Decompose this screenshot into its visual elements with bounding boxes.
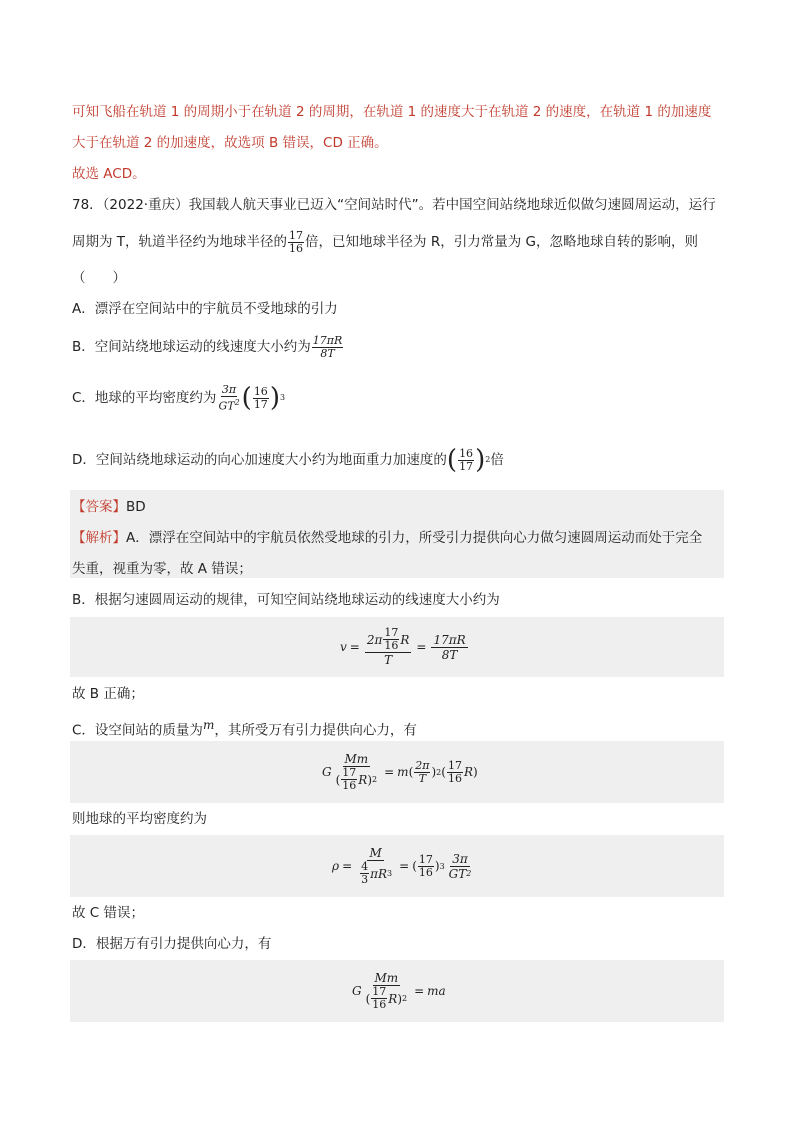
question-text-2b: 倍，已知地球半径为 R，引力常量为 G，忽略地球自转的影响，则 — [305, 234, 698, 250]
ratio-fraction: $\frac{17}{16}$ — [289, 228, 304, 255]
formula-velocity: v = 2π $\frac{17}{16}$ R T = $\frac{17\pi R}{8T}$ — [340, 626, 466, 667]
analysis-b-conclusion: 故 B 正确； — [72, 686, 144, 702]
question-text-1: 我国载人航天事业已迈入“空间站时代”。若中国空间站绕地球近似做匀速圆周运动，运行 — [188, 197, 716, 213]
answer-line — [72, 497, 146, 517]
analysis-c-conclusion: 故 C 错误； — [72, 905, 145, 921]
question-number: 78．（2022·重庆） — [72, 197, 189, 213]
option-b-fraction: $\frac{17\pi R}{8T}$ — [312, 333, 343, 360]
question-text-2a: 周期为 T，轨道半径约为地球半径的 — [72, 234, 288, 250]
prev-answer-line-1: 可知飞船在轨道 1 的周期小于在轨道 2 的周期，在轨道 1 的速度大于在轨道 2 的速度，在轨道 1 的加速度 — [72, 104, 712, 120]
answer-label: 【答案】 — [72, 499, 126, 515]
analysis-c-line-2: 则地球的平均密度约为 — [72, 811, 207, 827]
question-line-2 — [72, 226, 698, 258]
analysis-b-line-1: B．根据匀速圆周运动的规律，可知空间站绕地球运动的线速度大小约为 — [72, 592, 500, 608]
formula-gravitation-c: G Mm ( $\frac{17}{16}$ R ) 2 = m ( $\frac{2\pi}{T}$ ) 2 ( $\frac{17}{16}$ R ) — [322, 752, 478, 792]
analysis-d-line-1: D．根据万有引力提供向心力，有 — [72, 936, 272, 952]
option-d: D．空间站绕地球运动的向心加速度大小约为地面重力加速度的 ( $\frac{16}{17}$ ) 2 倍 — [72, 440, 504, 480]
prev-answer-line-2: 大于在轨道 2 的加速度，故选项 B 错误，CD 正确。 — [72, 135, 388, 151]
analysis-c-line-1: C．设空间站的质量为m，其所受万有引力提供向心力，有 — [72, 718, 417, 739]
formula-gravitation-d: G Mm ( $\frac{17}{16}$ R ) 2 = ma — [352, 971, 446, 1011]
answer-value: BD — [126, 499, 146, 515]
option-a: A．漂浮在空间站中的宇航员不受地球的引力 — [72, 301, 338, 317]
option-c-paren: ( $\frac{16}{17}$ ) 3 — [241, 383, 286, 413]
question-line-1 — [72, 195, 716, 215]
answer-blank: （ ） — [72, 270, 126, 286]
formula-density: ρ = M $\frac{4}{3}$ πR 3 = ( $\frac{17}{16}$ ) 3 3π GT 2 — [332, 846, 472, 886]
option-b: B．空间站绕地球运动的线速度大小约为 $\frac{17\pi R}{8T}$ — [72, 333, 343, 360]
option-d-paren: ( $\frac{16}{17}$ ) 2 — [446, 445, 491, 475]
analysis-label: 【解析】 — [72, 530, 126, 546]
option-c-fraction: $\frac{3\pi}{GT^2}$ — [218, 382, 240, 413]
analysis-a-line-1: 【解析】A．漂浮在空间站中的宇航员依然受地球的引力，所受引力提供向心力做匀速圆周运动而处于完全 — [72, 530, 703, 546]
analysis-a-line-2: 失重，视重为零，故 A 错误； — [72, 561, 252, 577]
prev-answer-line-3: 故选 ACD。 — [72, 166, 146, 182]
option-c: C．地球的平均密度约为 $\frac{3\pi}{GT^2}$ ( $\frac{16}{17}$ ) 3 — [72, 378, 285, 418]
